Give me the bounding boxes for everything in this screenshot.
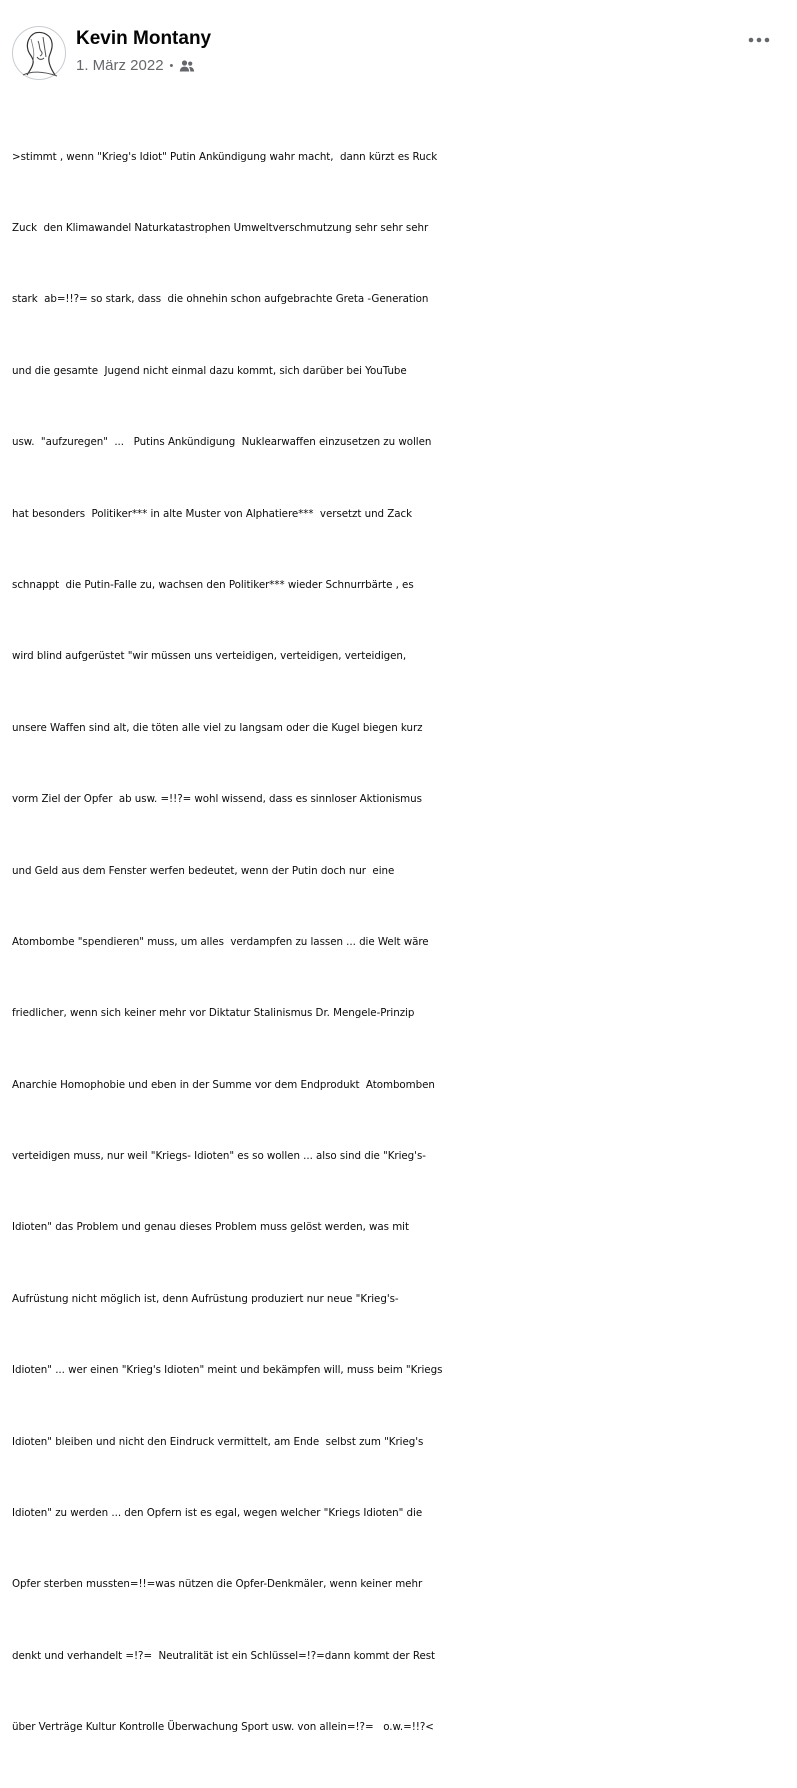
post-text-line: Idioten" zu werden ... den Opfern ist es egal, wegen welcher "Kriegs Idioten" die: [12, 1507, 423, 1520]
post-text-line: Atombombe "spendieren" muss, um alles verdampfen zu lassen ... die Welt wäre: [12, 935, 429, 948]
post-text-line: >stimmt , wenn "Krieg's Idiot" Putin Ankündigung wahr macht, dann kürzt es Ruck: [12, 150, 438, 163]
avatar[interactable]: [12, 26, 66, 80]
post-text-line: vorm Ziel der Opfer ab usw. =!!?= wohl wissend, dass es sinnloser Aktionismus: [12, 793, 422, 806]
post-text-line: Idioten" bleiben und nicht den Eindruck vermittelt, am Ende selbst zum "Krieg's: [12, 1435, 424, 1448]
post-text-line: Opfer sterben mussten=!!=was nützen die Opfer-Denkmäler, wenn keiner mehr: [12, 1578, 423, 1591]
post-text-line: Aufrüstung nicht möglich ist, denn Aufrüstung produziert nur neue "Krieg's-: [12, 1292, 399, 1305]
post-text-line: und die gesamte Jugend nicht einmal dazu kommt, sich darüber bei YouTube: [12, 364, 407, 377]
post-meta: [76, 57, 195, 74]
post-text-line: usw. "aufzuregen" ... Putins Ankündigung Nuklearwaffen einzusetzen zu wollen: [12, 436, 432, 449]
author-name[interactable]: Kevin Montany: [76, 28, 212, 49]
meta-separator: •: [169, 59, 174, 72]
friends-icon[interactable]: [179, 59, 195, 73]
post-header: [12, 26, 785, 82]
post-text-line: denkt und verhandelt =!?= Neutralität ist ein Schlüssel=!?=dann kommt der Rest: [12, 1649, 436, 1662]
post-text-line: schnappt die Putin-Falle zu, wachsen den Politiker*** wieder Schnurrbärte , es: [12, 578, 414, 591]
post-text-line: unsere Waffen sind alt, die töten alle viel zu langsam oder die Kugel biegen kurz: [12, 721, 423, 734]
post-text-line: stark ab=!!?= so stark, dass die ohnehin schon aufgebrachte Greta -Generation: [12, 293, 429, 306]
post-text-line: friedlicher, wenn sich keiner mehr vor Diktatur Stalinismus Dr. Mengele-Prinzip: [12, 1007, 415, 1020]
post-text-line: Anarchie Homophobie und eben in der Summe vor dem Endprodukt Atombomben: [12, 1078, 435, 1091]
post-text-line: Idioten" ... wer einen "Krieg's Idioten" meint und bekämpfen will, muss beim "Kriegs: [12, 1364, 443, 1377]
avatar-sketch-icon: [13, 27, 65, 79]
post-text-line: verteidigen muss, nur weil "Kriegs- Idioten" es so wollen ... also sind die "Krieg's-: [12, 1150, 426, 1163]
post-text-line: Idioten" das Problem und genau dieses Problem muss gelöst werden, was mit: [12, 1221, 409, 1234]
post-text-line: wird blind aufgerüstet "wir müssen uns verteidigen, verteidigen, verteidigen,: [12, 650, 407, 663]
post-body: [12, 98, 790, 1788]
more-options-icon[interactable]: [745, 30, 773, 50]
post-text-line: hat besonders Politiker*** in alte Muster von Alphatiere*** versetzt und Zack: [12, 507, 413, 520]
post-date[interactable]: 1. März 2022: [76, 57, 164, 74]
post-text-line: über Verträge Kultur Kontrolle Überwachung Sport usw. von allein=!?= o.w.=!!?<: [12, 1721, 434, 1734]
post-text-line: Zuck den Klimawandel Naturkatastrophen Umweltverschmutzung sehr sehr sehr: [12, 221, 429, 234]
post-text-line: und Geld aus dem Fenster werfen bedeutet, wenn der Putin doch nur eine: [12, 864, 395, 877]
